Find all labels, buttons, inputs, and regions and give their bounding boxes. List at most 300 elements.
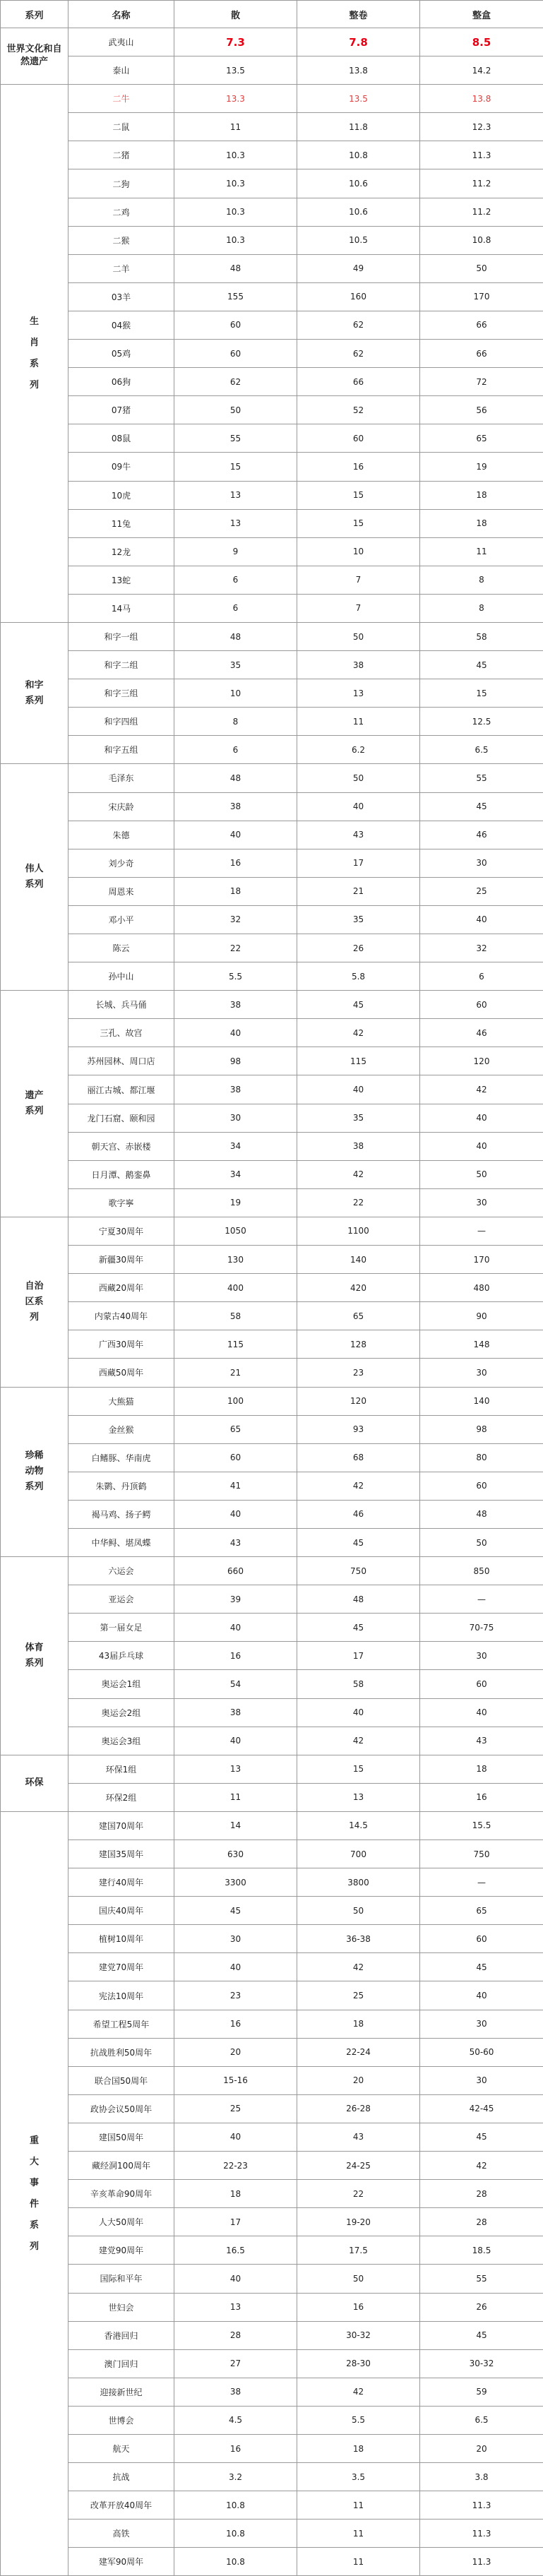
table-row [1,2406,543,2434]
volume-price: 18 [297,2010,420,2038]
loose-price: 6 [174,594,297,622]
box-price: 14.2 [420,56,543,85]
item-name: 建国50周年 [68,2123,174,2151]
volume-price: 24-25 [297,2152,420,2180]
table-row [1,1302,543,1330]
table-row [1,2180,543,2208]
item-name: 白鳍豚、华南虎 [68,1443,174,1472]
volume-price: 30-32 [297,2321,420,2349]
box-price: 55 [420,2265,543,2293]
box-price: 50-60 [420,2038,543,2066]
table-row [1,1132,543,1160]
table-row [1,141,543,169]
item-name: 环保2组 [68,1783,174,1811]
box-price: 66 [420,340,543,368]
loose-price: 13.5 [174,56,297,85]
loose-price: 130 [174,1246,297,1274]
loose-price: 41 [174,1472,297,1500]
loose-price: 22-23 [174,2152,297,2180]
loose-price: 17 [174,2208,297,2236]
header-series: 系列 [1,1,68,28]
loose-price: 16 [174,849,297,877]
box-price: 98 [420,1415,543,1443]
item-name: 陈云 [68,934,174,962]
item-name: 建国35周年 [68,1840,174,1868]
table-row [1,1274,543,1302]
loose-price: 5.5 [174,962,297,991]
box-price: 60 [420,1925,543,1953]
volume-price: 93 [297,1415,420,1443]
table-row [1,2038,543,2066]
volume-price: 7 [297,594,420,622]
box-price: 90 [420,1302,543,1330]
series-cell [1,1755,68,1811]
box-price: 850 [420,1557,543,1585]
box-price: — [420,1585,543,1614]
item-name: 高铁 [68,2520,174,2548]
series-label: 自治区系列 [25,1279,44,1325]
item-name: 朝天宫、赤嵌楼 [68,1132,174,1160]
item-name: 奥运会3组 [68,1727,174,1755]
volume-price: 120 [297,1387,420,1415]
box-price: — [420,1217,543,1245]
loose-price: 8 [174,708,297,736]
loose-price: 62 [174,368,297,396]
loose-price: 3.2 [174,2463,297,2491]
loose-price: 60 [174,311,297,339]
table-row [1,1075,543,1104]
volume-price: 62 [297,311,420,339]
box-price: 59 [420,2378,543,2406]
box-price: 18 [420,1755,543,1783]
loose-price: 34 [174,1160,297,1188]
item-name: 金丝猴 [68,1415,174,1443]
item-name: 第一届女足 [68,1614,174,1642]
table-row [1,28,543,56]
volume-price: 26 [297,934,420,962]
box-price: 60 [420,1670,543,1698]
table-row [1,113,543,141]
volume-price: 62 [297,340,420,368]
volume-price: 60 [297,424,420,453]
item-name: 三孔、故宫 [68,1019,174,1047]
item-name: 和字四组 [68,708,174,736]
item-name: 建国70周年 [68,1811,174,1839]
box-price: 42-45 [420,2094,543,2123]
table-row [1,481,543,509]
table-row [1,877,543,905]
box-price: 120 [420,1047,543,1075]
loose-price: 1050 [174,1217,297,1245]
box-price: 16 [420,1783,543,1811]
series-cell [1,28,68,85]
box-price: 6.5 [420,2406,543,2434]
item-name: 07猪 [68,396,174,424]
loose-price: 38 [174,1698,297,1727]
table-row [1,2349,543,2378]
volume-price: 26-28 [297,2094,420,2123]
box-price: 8.5 [420,28,543,56]
volume-price: 10.5 [297,226,420,254]
table-row [1,2010,543,2038]
item-name: 11兔 [68,509,174,537]
item-name: 西藏20周年 [68,1274,174,1302]
box-price: 56 [420,396,543,424]
table-row [1,424,543,453]
volume-price: 10.8 [297,141,420,169]
loose-price: 10 [174,679,297,708]
table-row [1,764,543,792]
item-name: 毛泽东 [68,764,174,792]
volume-price: 13.8 [297,56,420,85]
volume-price: 43 [297,821,420,849]
loose-price: 15-16 [174,2066,297,2094]
volume-price: 50 [297,764,420,792]
volume-price: 10.6 [297,198,420,226]
loose-price: 10.3 [174,226,297,254]
table-row [1,679,543,708]
box-price: 50 [420,1528,543,1556]
item-name: 二狗 [68,169,174,198]
box-price: 40 [420,905,543,934]
box-price: 15 [420,679,543,708]
loose-price: 7.3 [174,28,297,56]
volume-price: 15 [297,1755,420,1783]
item-name: 抗战胜利50周年 [68,2038,174,2066]
volume-price: 17 [297,849,420,877]
loose-price: 21 [174,1359,297,1387]
box-price: 8 [420,594,543,622]
box-price: 750 [420,1840,543,1868]
item-name: 03羊 [68,282,174,311]
box-price: 11 [420,537,543,566]
volume-price: 25 [297,1981,420,2010]
box-price: 20 [420,2434,543,2462]
box-price: 45 [420,2123,543,2151]
volume-price: 23 [297,1359,420,1387]
table-row [1,708,543,736]
box-price: 55 [420,764,543,792]
box-price: 66 [420,311,543,339]
volume-price: 11.8 [297,113,420,141]
table-row [1,282,543,311]
loose-price: 58 [174,1302,297,1330]
table-row [1,1642,543,1670]
box-price: 48 [420,1500,543,1528]
box-price: 42 [420,2152,543,2180]
item-name: 43届乒乓球 [68,1642,174,1670]
table-row [1,792,543,821]
volume-price: 48 [297,1585,420,1614]
table-row [1,1698,543,1727]
item-name: 长城、兵马俑 [68,991,174,1019]
loose-price: 98 [174,1047,297,1075]
item-name: 奥运会1组 [68,1670,174,1698]
loose-price: 13 [174,509,297,537]
item-name: 政协会议50周年 [68,2094,174,2123]
table-row [1,2236,543,2265]
box-price: 26 [420,2293,543,2321]
item-name: 迎接新世纪 [68,2378,174,2406]
table-row [1,622,543,650]
volume-price: 65 [297,1302,420,1330]
volume-price: 1100 [297,1217,420,1245]
item-name: 二羊 [68,254,174,282]
volume-price: 6.2 [297,736,420,764]
loose-price: 38 [174,1075,297,1104]
volume-price: 7 [297,566,420,594]
volume-price: 13.5 [297,85,420,113]
volume-price: 28-30 [297,2349,420,2378]
item-name: 建军90周年 [68,2548,174,2576]
table-row [1,2491,543,2520]
loose-price: 18 [174,2180,297,2208]
table-row [1,1387,543,1415]
item-name: 刘少奇 [68,849,174,877]
box-price: 12.3 [420,113,543,141]
table-row [1,736,543,764]
item-name: 朱鹮、丹顶鹤 [68,1472,174,1500]
volume-price: 10.6 [297,169,420,198]
item-name: 宋庆龄 [68,792,174,821]
item-name: 04猴 [68,311,174,339]
item-name: 朱德 [68,821,174,849]
table-row [1,2123,543,2151]
table-row [1,368,543,396]
loose-price: 15 [174,453,297,481]
series-label: 珍稀动物系列 [25,1448,44,1495]
series-label: 生肖系列 [29,311,40,396]
loose-price: 48 [174,622,297,650]
table-row [1,2463,543,2491]
item-name: 抗战 [68,2463,174,2491]
loose-price: 45 [174,1897,297,1925]
box-price: 11.2 [420,169,543,198]
item-name: 建党90周年 [68,2236,174,2265]
series-cell [1,85,68,623]
item-name: 环保1组 [68,1755,174,1783]
box-price: 45 [420,651,543,679]
loose-price: 40 [174,1019,297,1047]
item-name: 武夷山 [68,28,174,56]
header-box: 整盒 [420,1,543,28]
table-row [1,2548,543,2576]
table-row [1,1953,543,1981]
item-name: 10虎 [68,481,174,509]
box-price: 40 [420,1132,543,1160]
volume-price: 14.5 [297,1811,420,1839]
volume-price: 45 [297,991,420,1019]
item-name: 世博会 [68,2406,174,2434]
series-label: 和字系列 [25,678,44,709]
loose-price: 38 [174,2378,297,2406]
volume-price: 3800 [297,1868,420,1897]
loose-price: 38 [174,792,297,821]
table-row [1,991,543,1019]
item-name: 周恩来 [68,877,174,905]
loose-price: 40 [174,1953,297,1981]
table-row [1,1443,543,1472]
table-row [1,311,543,339]
item-name: 新疆30周年 [68,1246,174,1274]
table-row [1,396,543,424]
item-name: 亚运会 [68,1585,174,1614]
series-cell [1,1557,68,1755]
box-price: 8 [420,566,543,594]
box-price: 13.8 [420,85,543,113]
loose-price: 48 [174,764,297,792]
volume-price: 160 [297,282,420,311]
table-row [1,2152,543,2180]
item-name: 褐马鸡、扬子鳄 [68,1500,174,1528]
box-price: 170 [420,1246,543,1274]
loose-price: 10.8 [174,2520,297,2548]
box-price: 30 [420,1188,543,1217]
loose-price: 22 [174,934,297,962]
box-price: 45 [420,792,543,821]
volume-price: 22 [297,1188,420,1217]
volume-price: 5.8 [297,962,420,991]
box-price: 30 [420,1642,543,1670]
series-cell [1,1217,68,1387]
item-name: 和字三组 [68,679,174,708]
volume-price: 13 [297,679,420,708]
volume-price: 11 [297,2548,420,2576]
loose-price: 32 [174,905,297,934]
volume-price: 13 [297,1783,420,1811]
box-price: 65 [420,424,543,453]
box-price: 11.3 [420,2548,543,2576]
table-row [1,1981,543,2010]
item-name: 泰山 [68,56,174,85]
item-name: 歌字寧 [68,1188,174,1217]
item-name: 世妇会 [68,2293,174,2321]
box-price: 30 [420,849,543,877]
item-name: 日月潭、鹅銮鼻 [68,1160,174,1188]
table-row [1,1557,543,1585]
loose-price: 16 [174,1642,297,1670]
series-label: 遗产系列 [25,1088,44,1119]
box-price: 12.5 [420,708,543,736]
volume-price: 49 [297,254,420,282]
volume-price: 115 [297,1047,420,1075]
item-name: 国际和平年 [68,2265,174,2293]
box-price: 43 [420,1727,543,1755]
table-row [1,2378,543,2406]
loose-price: 16.5 [174,2236,297,2265]
series-cell [1,764,68,991]
header-loose: 散 [174,1,297,28]
volume-price: 45 [297,1528,420,1556]
loose-price: 60 [174,1443,297,1472]
box-price: 18 [420,481,543,509]
table-row [1,537,543,566]
volume-price: 36-38 [297,1925,420,1953]
table-row [1,1528,543,1556]
loose-price: 16 [174,2010,297,2038]
series-cell [1,1387,68,1557]
loose-price: 10.8 [174,2491,297,2520]
box-price: 45 [420,2321,543,2349]
volume-price: 42 [297,1160,420,1188]
loose-price: 10.8 [174,2548,297,2576]
volume-price: 11 [297,708,420,736]
table-row [1,821,543,849]
table-row [1,651,543,679]
box-price: 30 [420,2010,543,2038]
item-name: 广西30周年 [68,1330,174,1359]
item-name: 香港回归 [68,2321,174,2349]
item-name: 藏经洞100周年 [68,2152,174,2180]
loose-price: 115 [174,1330,297,1359]
box-price: 32 [420,934,543,962]
item-name: 二鼠 [68,113,174,141]
table-row [1,2293,543,2321]
loose-price: 40 [174,1614,297,1642]
loose-price: 6 [174,736,297,764]
box-price: 18.5 [420,2236,543,2265]
table-row [1,254,543,282]
box-price: 40 [420,1104,543,1132]
series-label: 伟人系列 [25,861,44,893]
item-name: 植树10周年 [68,1925,174,1953]
table-row [1,1500,543,1528]
series-cell [1,622,68,763]
loose-price: 100 [174,1387,297,1415]
item-name: 09牛 [68,453,174,481]
item-name: 六运会 [68,1557,174,1585]
item-name: 和字五组 [68,736,174,764]
volume-price: 16 [297,2293,420,2321]
loose-price: 28 [174,2321,297,2349]
volume-price: 42 [297,1472,420,1500]
box-price: 50 [420,1160,543,1188]
loose-price: 16 [174,2434,297,2462]
box-price: 170 [420,282,543,311]
box-price: 10.8 [420,226,543,254]
box-price: 30 [420,1359,543,1387]
loose-price: 10.3 [174,198,297,226]
box-price: 50 [420,254,543,282]
volume-price: 15 [297,509,420,537]
table-row [1,198,543,226]
box-price: 40 [420,1698,543,1727]
table-row [1,1415,543,1443]
item-name: 二猴 [68,226,174,254]
loose-price: 50 [174,396,297,424]
table-row [1,453,543,481]
table-row [1,1188,543,1217]
loose-price: 40 [174,1500,297,1528]
loose-price: 40 [174,1727,297,1755]
table-row [1,226,543,254]
loose-price: 11 [174,1783,297,1811]
item-name: 澳门回归 [68,2349,174,2378]
box-price: 46 [420,821,543,849]
volume-price: 420 [297,1274,420,1302]
loose-price: 27 [174,2349,297,2378]
loose-price: 43 [174,1528,297,1556]
loose-price: 30 [174,1104,297,1132]
loose-price: 400 [174,1274,297,1302]
volume-price: 40 [297,1075,420,1104]
item-name: 宁夏30周年 [68,1217,174,1245]
table-row [1,1330,543,1359]
table-row [1,1217,543,1245]
box-price: 28 [420,2180,543,2208]
table-row [1,1840,543,1868]
box-price: 72 [420,368,543,396]
